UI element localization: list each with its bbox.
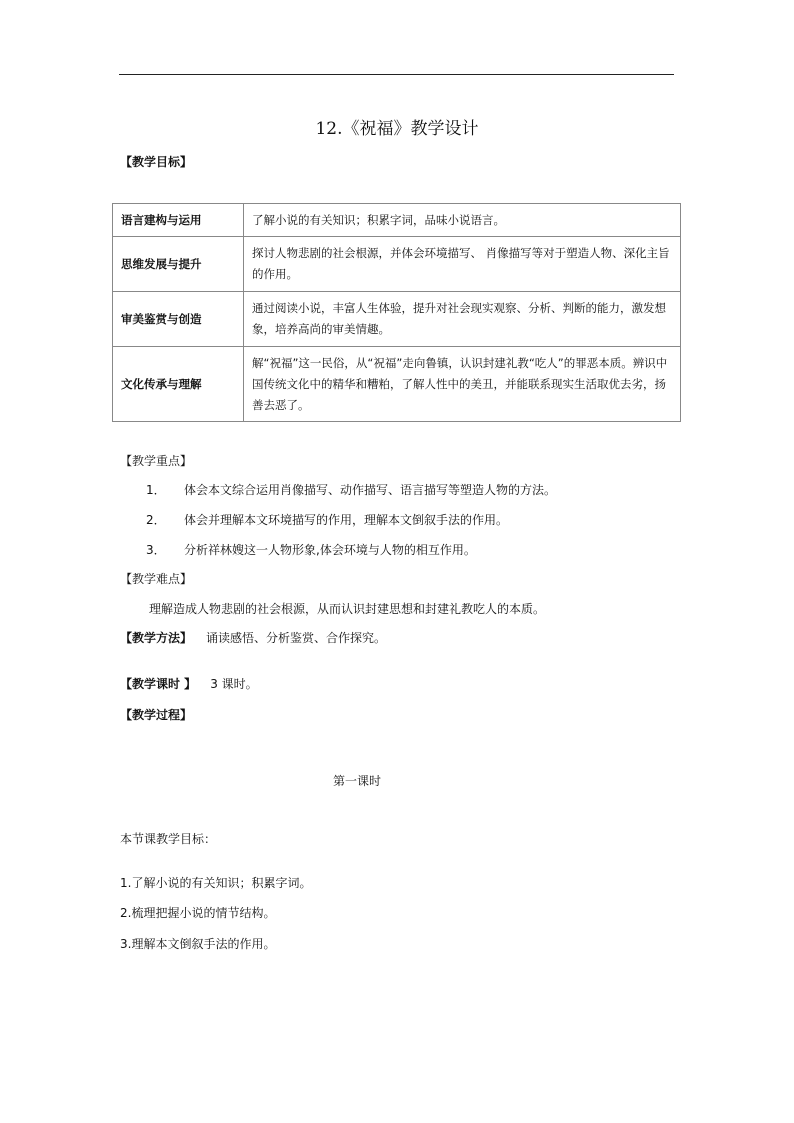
lesson-goal-item: 1.了解小说的有关知识；积累字词。 [120, 876, 312, 890]
goal-value: 通过阅读小说，丰富人生体验，提升对社会现实观察、分析、判断的能力，激发想象，培养高尚的审美情趣。 [244, 292, 681, 347]
list-item [146, 541, 476, 558]
lesson-goal-item: 3.理解本文倒叙手法的作用。 [120, 937, 276, 951]
list-item-text: 分析祥林嫂这一人物形象,体会环境与人物的相互作用。 [184, 543, 476, 557]
goal-key: 语言建构与运用 [113, 204, 244, 237]
list-item-number: 1． [146, 483, 166, 497]
goal-value: 解“祝福”这一民俗，从“祝福”走向鲁镇，认识封建礼教“吃人”的罪恶本质。辨识中国传统文化中的精华和糟粕，了解人性中的美丑，并能联系现实生活取优去劣，扬善去恶了。 [244, 347, 681, 422]
lesson-title: 第一课时 [332, 774, 381, 788]
table-row [113, 292, 681, 347]
methods-text: 诵读感悟、分析鉴赏、合作探究。 [206, 631, 387, 645]
key-points-heading: 【教学重点】 [120, 454, 193, 468]
goal-key: 审美鉴赏与创造 [113, 292, 244, 347]
table-row [113, 204, 681, 237]
document-title: 12.《祝福》教学设计 [315, 119, 479, 139]
difficulty-heading: 【教学难点】 [120, 572, 193, 586]
methods-line [120, 629, 386, 646]
list-item [146, 481, 556, 498]
goal-value: 了解小说的有关知识；积累字词，品味小说语言。 [244, 204, 681, 237]
list-item-number: 3． [146, 543, 166, 557]
list-item-number: 2． [146, 513, 166, 527]
lesson-goals-heading: 本节课教学目标： [120, 832, 217, 846]
goal-key: 思维发展与提升 [113, 237, 244, 292]
list-item [146, 511, 508, 528]
process-heading: 【教学过程】 [120, 708, 193, 722]
hours-line [120, 675, 258, 692]
methods-heading: 【教学方法】 [120, 631, 193, 645]
header-rule [119, 74, 674, 75]
goals-heading: 【教学目标】 [120, 155, 193, 169]
goals-table [112, 203, 681, 422]
table-row [113, 237, 681, 292]
hours-heading: 【教学课时 】 [120, 677, 197, 691]
difficulty-text: 理解造成人物悲剧的社会根源，从而认识封建思想和封建礼教吃人的本质。 [149, 602, 546, 616]
lesson-goal-item: 2.梳理把握小说的情节结构。 [120, 906, 276, 920]
list-item-text: 体会本文综合运用肖像描写、动作描写、语言描写等塑造人物的方法。 [184, 483, 557, 497]
hours-text: 3 课时。 [210, 677, 258, 691]
goal-value: 探讨人物悲剧的社会根源，并体会环境描写、 肖像描写等对于塑造人物、深化主旨的作用。 [244, 237, 681, 292]
table-row [113, 347, 681, 422]
list-item-text: 体会并理解本文环境描写的作用，理解本文倒叙手法的作用。 [184, 513, 509, 527]
goal-key: 文化传承与理解 [113, 347, 244, 422]
